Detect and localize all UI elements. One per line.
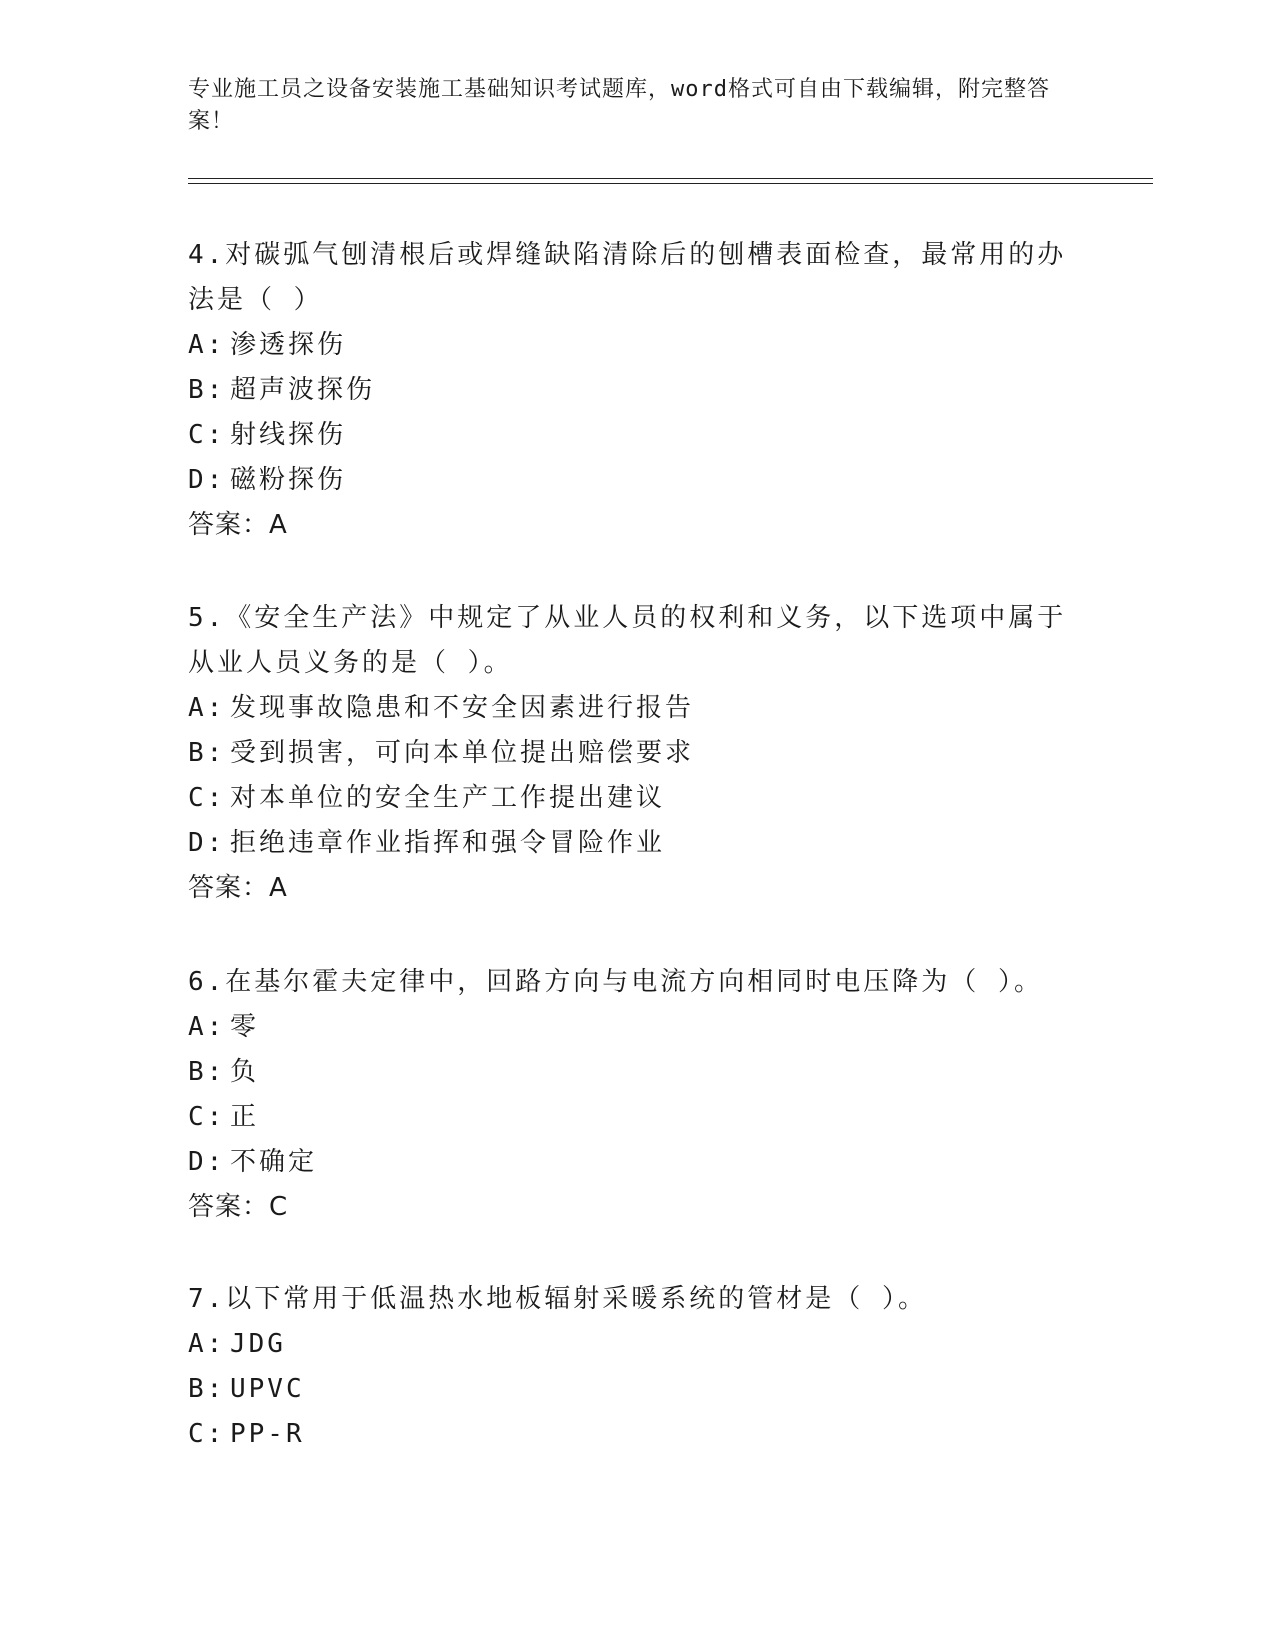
option-d: [188, 1140, 1068, 1185]
option-d: [188, 458, 1068, 503]
option-letter: D:: [188, 465, 226, 495]
question-5: [188, 596, 1068, 911]
option-a: [188, 686, 1068, 731]
option-text: 零: [230, 1012, 260, 1042]
option-letter: A:: [188, 1012, 226, 1042]
question-stem: 6.在基尔霍夫定律中，回路方向与电流方向相同时电压降为（ ）。: [188, 967, 1043, 997]
option-text: 不确定: [230, 1147, 318, 1177]
option-c: [188, 1095, 1068, 1140]
option-text: JDG: [230, 1329, 286, 1359]
option-a: [188, 1005, 1068, 1050]
option-b: [188, 1050, 1068, 1095]
question-4: [188, 233, 1068, 548]
option-letter: B:: [188, 738, 226, 768]
question-6: [188, 960, 1068, 1230]
question-stem: 4.对碳弧气刨清根后或焊缝缺陷清除后的刨槽表面检查，最常用的办法是（ ）: [188, 240, 1067, 315]
option-letter: B:: [188, 375, 226, 405]
option-c: [188, 1412, 1068, 1457]
option-text: 射线探伤: [230, 420, 347, 450]
option-c: [188, 776, 1068, 821]
document-header: 专业施工员之设备安装施工基础知识考试题库，word格式可自由下载编辑，附完整答案！: [188, 77, 1050, 134]
option-b: [188, 368, 1068, 413]
answer-line: 答案：C: [188, 1192, 289, 1222]
option-text: UPVC: [230, 1374, 305, 1404]
option-a: [188, 323, 1068, 368]
option-letter: A:: [188, 1329, 226, 1359]
option-letter: C:: [188, 1102, 226, 1132]
answer-line: 答案：A: [188, 873, 288, 903]
option-text: 对本单位的安全生产工作提出建议: [230, 783, 666, 813]
answer-line: 答案：A: [188, 510, 288, 540]
option-letter: C:: [188, 783, 226, 813]
header-divider-top: [188, 178, 1153, 179]
option-c: [188, 413, 1068, 458]
option-text: 磁粉探伤: [230, 465, 347, 495]
option-text: 渗透探伤: [230, 330, 347, 360]
option-a: [188, 1322, 1068, 1367]
option-text: 负: [230, 1057, 260, 1087]
option-text: 发现事故隐患和不安全因素进行报告: [230, 693, 695, 723]
question-stem: 5.《安全生产法》中规定了从业人员的权利和义务，以下选项中属于从业人员义务的是（ ）。: [188, 603, 1067, 678]
option-text: 拒绝违章作业指挥和强令冒险作业: [230, 828, 666, 858]
option-text: 超声波探伤: [230, 375, 376, 405]
header-divider-bottom: [188, 183, 1153, 184]
question-stem: 7.以下常用于低温热水地板辐射采暖系统的管材是（ ）。: [188, 1284, 927, 1314]
option-text: 正: [230, 1102, 260, 1132]
option-letter: D:: [188, 828, 226, 858]
option-letter: D:: [188, 1147, 226, 1177]
option-b: [188, 1367, 1068, 1412]
option-text: 受到损害，可向本单位提出赔偿要求: [230, 738, 695, 768]
option-letter: A:: [188, 693, 226, 723]
option-letter: B:: [188, 1374, 226, 1404]
option-text: PP-R: [230, 1419, 305, 1449]
option-letter: C:: [188, 420, 226, 450]
option-d: [188, 821, 1068, 866]
question-7: [188, 1277, 1068, 1457]
option-b: [188, 731, 1068, 776]
option-letter: C:: [188, 1419, 226, 1449]
option-letter: B:: [188, 1057, 226, 1087]
option-letter: A:: [188, 330, 226, 360]
